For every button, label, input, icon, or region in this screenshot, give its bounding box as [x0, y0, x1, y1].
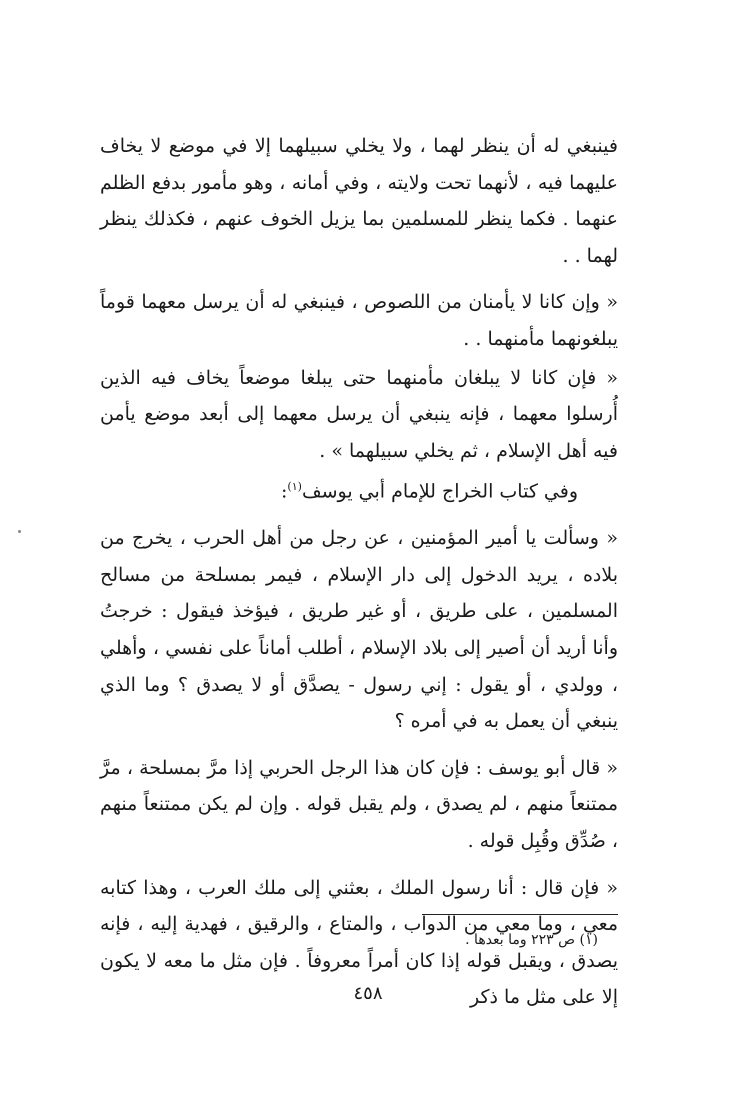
page-number: ٤٥٨: [353, 983, 383, 1004]
source-heading: [100, 469, 618, 510]
paragraph-1: فينبغي له أن ينظر لهما ، ولا يخلي سبيلهما إلا في موضع لا يخاف عليهما فيه ، لأنهما تحت ولايته ، وفي أمانه ، وهو مأمور بدفع الظلم عنهما . فكما ينظر للمسلمين بما يزيل الخوف عنهم ، فكذلك ينظر لهما . .: [100, 135, 618, 267]
footnote: (١) ص ٢٢٣ وما بعدها .: [465, 932, 598, 948]
paragraph-4: « وسألت يا أمير المؤمنين ، عن رجل من أهل الحرب ، يخرج من بلاده ، يريد الدخول إلى دار الإسلام ، فيمر بمسلحة من مسالح المسلمين ، على طريق ، أو غير طريق ، فيؤخذ فيقول : خرجتُ وأنا أريد أن أصير إلى بلاد الإسلام ، أطلب أماناً على نفسي ، وأهلي ، وولدي ، أو يقول : إني رسول - يصدَّق أو لا يصدق ؟ وما الذي ينبغي أن يعمل به في أمره ؟: [100, 527, 618, 733]
paragraph-6: « فإن قال : أنا رسول الملك ، بعثني إلى ملك العرب ، وهذا كتابه معي ، وما معي من الدواب ، والمتاع ، والرقيق ، فهدية إليه ، فإنه يصدق ، ويقبل قوله إذا كان أمراً معروفاً . فإن مثل ما معه لا يكون إلا على مثل ما ذكر: [100, 876, 618, 1009]
source-heading-text: وفي كتاب الخراج للإمام أبي يوسف: [301, 480, 578, 503]
source-heading-colon: :: [281, 480, 288, 503]
main-text: [100, 128, 618, 1016]
paragraph-3: « فإن كانا لا يبلغان مأمنهما حتى يبلغا موضعاً يخاف فيه الذين أُرسلوا معهما ، فإنه ينبغي أن يرسل معهما إلى أبعد موضع يأمن فيه أهل الإسلام ، ثم يخلي سبيلهما » .: [100, 366, 618, 462]
paragraph-2: « وإن كانا لا يأمنان من اللصوص ، فينبغي له أن يرسل معهما قوماً يبلغونهما مأمنهما . .: [100, 291, 618, 350]
margin-speck: [18, 530, 21, 533]
paragraph-5: « قال أبو يوسف : فإن كان هذا الرجل الحربي إذا مرَّ بمسلحة ، مرَّ ممتنعاً منهم ، لم يصدق ، ولم يقبل قوله . وإن لم يكن ممتنعاً منهم ، صُدِّق وقُبِل قوله .: [100, 756, 618, 853]
footnote-reference: (١): [287, 480, 302, 494]
footnote-divider: [422, 914, 618, 915]
